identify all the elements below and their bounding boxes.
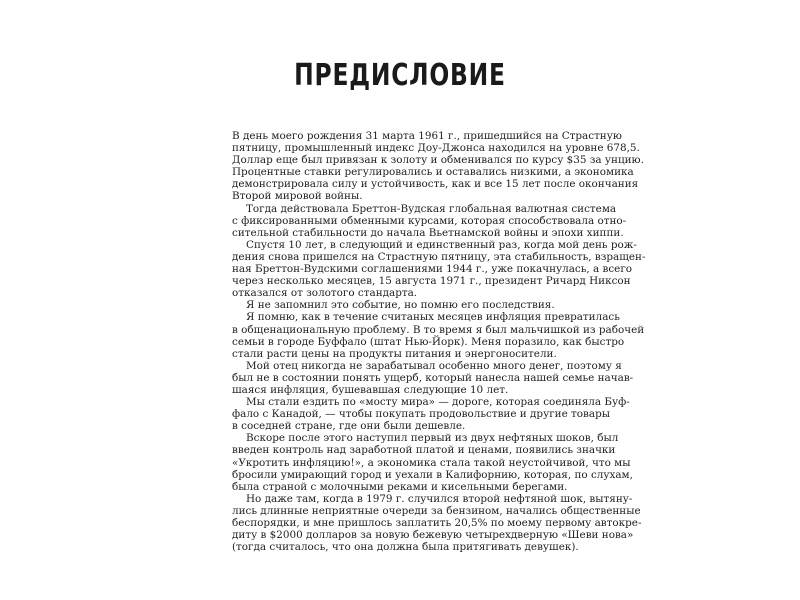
text-line: сительной стабильности до начала Вьетнамской войны и эпохи хиппи. [232, 226, 624, 239]
text-line: бросили умирающий город и уехали в Калифорнию, которая, по слухам, [232, 468, 633, 481]
text-line: Тогда действовала Бреттон-Вудская глобальная валютная система [246, 202, 617, 215]
text-line: демонстрировала силу и устойчивость, как и все 15 лет после окончания [232, 178, 639, 191]
text-line: отказался от золотого стандарта. [232, 287, 418, 300]
text-line: беспорядки, и мне пришлось заплатить 20,5% по моему первому автокре- [232, 517, 642, 529]
paragraph [232, 359, 634, 396]
paragraph [232, 238, 646, 300]
text-line: диту в $2000 долларов за новую бежевую четырехдверную «Шеви нова» [232, 529, 634, 542]
page-title: ПРЕДИСЛОВИЕ [294, 58, 506, 93]
text-line: Спустя 10 лет, в следующий и единственный раз, когда мой день рож- [246, 238, 637, 251]
text-line: пятницу, промышленный индекс Доу-Джонса находился на уровне 678,5. [232, 142, 640, 155]
text-line: в общенациональную проблему. В то время я был мальчишкой из рабочей [232, 323, 645, 336]
text-line: Доллар еще был привязан к золоту и обменивался по курсу $35 за унцию. [232, 154, 644, 167]
text-line: ная Бреттон-Вудскими соглашениями 1944 г., уже покачнулась, а всего [232, 263, 633, 276]
text-line: стали расти цены на продукты питания и энергоносители. [232, 347, 557, 360]
text-line: Второй мировой войны. [232, 190, 363, 203]
text-line: семьи в городе Буффало (штат Нью-Йорк). Меня поразило, как быстро [232, 335, 625, 348]
text-line: Мы стали ездить по «мосту мира» — дороге, которая соединяла Буф- [246, 396, 630, 409]
paragraph [232, 130, 644, 203]
paragraph [232, 432, 633, 493]
body-text [232, 130, 646, 554]
text-line: Процентные ставки регулировались и оставались низкими, а экономика [232, 166, 634, 179]
text-line: с фиксированными обменными курсами, которая способствовала отно- [232, 214, 627, 227]
text-line: была страной с молочными реками и кисельными берегами. [232, 480, 568, 493]
text-line: дения снова пришелся на Страстную пятницу, эта стабильность, взращен- [232, 250, 646, 263]
text-line: Мой отец никогда не зарабатывал особенно много денег, поэтому я [246, 359, 622, 372]
text-line: Я не запомнил это событие, но помню его последствия. [246, 299, 555, 312]
text-line: в соседней стране, где они были дешевле. [232, 420, 466, 433]
text-line: был не в состоянии понять ущерб, который нанесла нашей семье начав- [232, 371, 634, 384]
text-line: Но даже там, когда в 1979 г. случился второй нефтяной шок, вытяну- [246, 492, 633, 505]
paragraph [232, 311, 645, 360]
text-line: (тогда считалось, что она должна была притягивать девушек). [232, 541, 579, 554]
text-line: введен контроль над заработной платой и ценами, появились значки [232, 444, 616, 457]
paragraph [232, 299, 565, 311]
text-line: Я помню, как в течение считаных месяцев инфляция превратилась [246, 311, 620, 324]
text-line: через несколько месяцев, 15 августа 1971 г., президент Ричард Никсон [232, 275, 631, 288]
text-line: В день моего рождения 31 марта 1961 г., пришедшийся на Страстную [232, 130, 622, 142]
paragraph [232, 396, 630, 433]
text-line: Вскоре после этого наступил первый из двух нефтяных шоков, был [246, 432, 619, 445]
text-line: шаяся инфляция, бушевавшая следующие 10 лет. [232, 383, 509, 396]
paragraph [232, 202, 627, 239]
paragraph [232, 492, 642, 554]
text-line: фало с Канадой, — чтобы покупать продовольствие и другие товары [232, 408, 610, 421]
text-line: лись длинные неприятные очереди за бензином, начались общественные [232, 504, 641, 517]
text-line: «Укротить инфляцию!», а экономика стала такой неустойчивой, что мы [232, 456, 631, 469]
